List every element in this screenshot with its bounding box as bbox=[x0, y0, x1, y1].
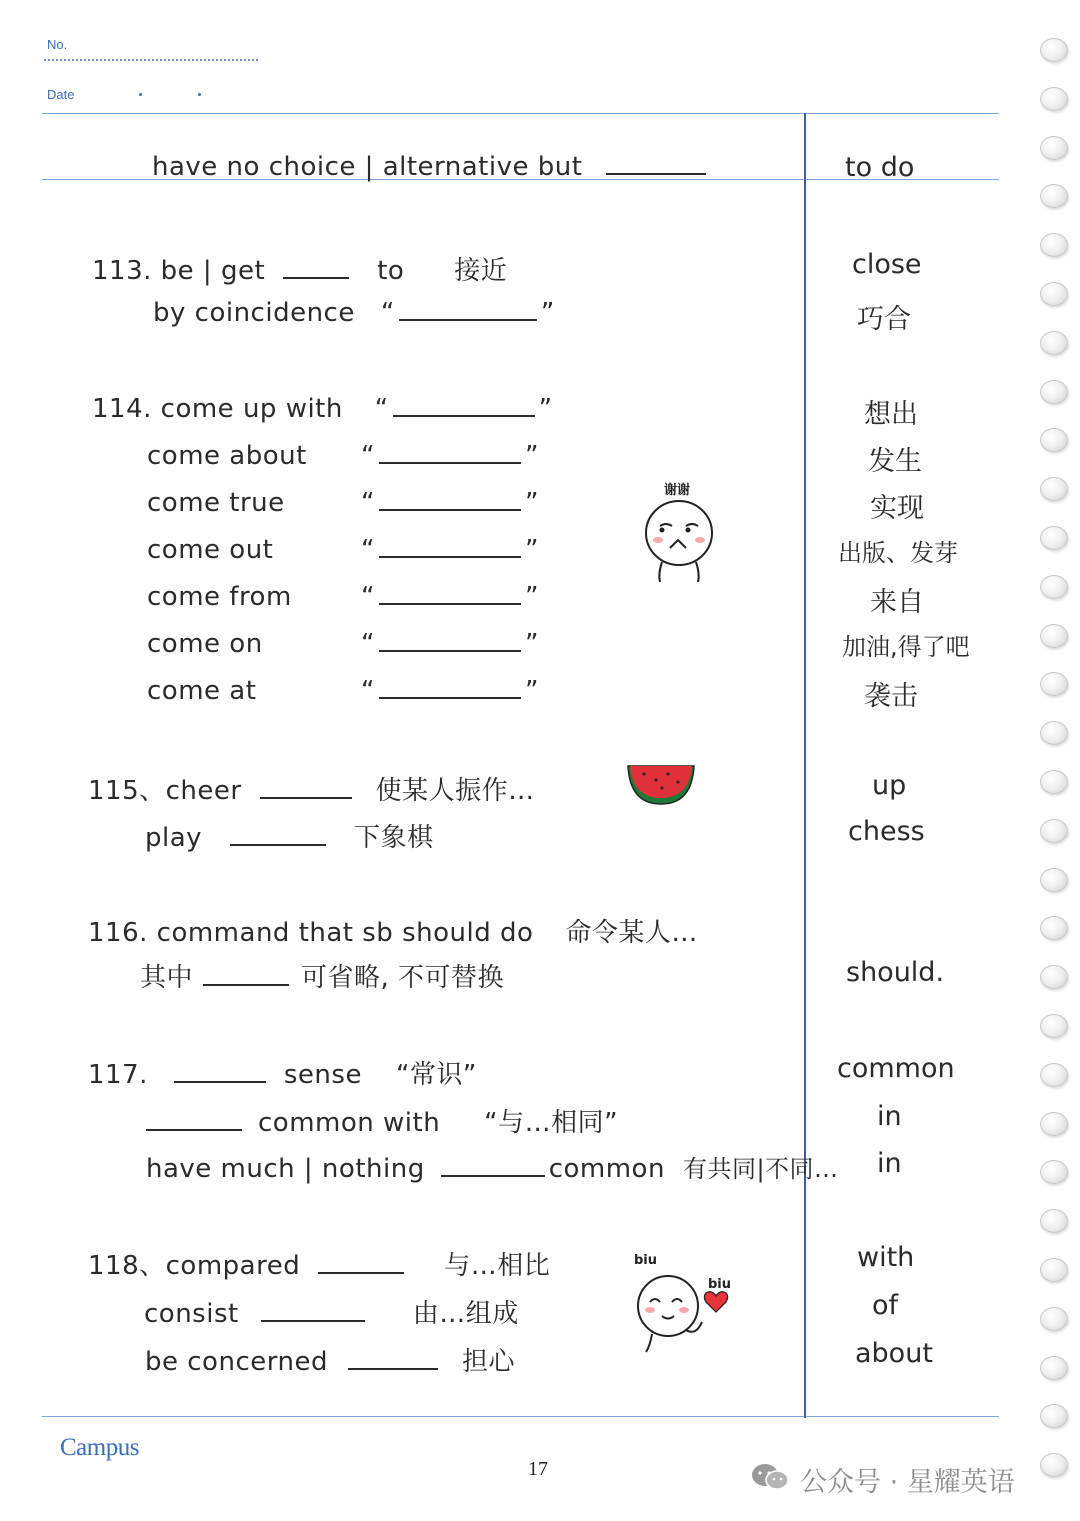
binding-ring bbox=[1040, 1112, 1068, 1136]
binding-ring bbox=[1040, 380, 1068, 404]
item-118-line-1: 118、compared 与…相比 bbox=[88, 1251, 551, 1281]
item-114-line bbox=[147, 676, 539, 706]
item-114-line bbox=[147, 441, 539, 471]
biu-face-sticker bbox=[628, 1246, 738, 1358]
open-quote: “ bbox=[361, 441, 375, 471]
phrase: come up with bbox=[160, 394, 343, 424]
item-114-answer: 实现 bbox=[870, 493, 924, 524]
open-quote: “ bbox=[361, 535, 375, 565]
item-115-line-2: play 下象棋 bbox=[145, 823, 434, 853]
fill-blank bbox=[379, 444, 521, 464]
thanks-face-sticker bbox=[638, 478, 720, 588]
binding-ring bbox=[1040, 1258, 1068, 1282]
binding-ring bbox=[1040, 916, 1068, 940]
binding-ring bbox=[1040, 1209, 1068, 1233]
phrase: come from bbox=[147, 582, 292, 612]
binding-ring bbox=[1040, 184, 1068, 208]
item-114-line bbox=[147, 629, 539, 659]
fill-blank bbox=[393, 397, 535, 417]
binding-ring bbox=[1040, 672, 1068, 696]
close-quote: ” bbox=[524, 488, 539, 518]
phrase: come at bbox=[147, 676, 257, 706]
binding-ring bbox=[1040, 868, 1068, 892]
open-quote: “ bbox=[374, 394, 389, 424]
binding-ring bbox=[1040, 526, 1068, 550]
binding-ring bbox=[1040, 575, 1068, 599]
binding-ring bbox=[1040, 1307, 1068, 1331]
binding-ring bbox=[1040, 38, 1068, 62]
answer-close: close bbox=[852, 249, 922, 280]
binding-ring bbox=[1040, 770, 1068, 794]
campus-brand-logo: Campus bbox=[60, 1434, 139, 1461]
answer-up: up bbox=[872, 770, 907, 801]
answer-should: should. bbox=[846, 957, 945, 988]
item-115-line-1: 115、cheer 使某人振作… bbox=[88, 776, 535, 806]
phrase: come true bbox=[147, 488, 285, 518]
item-114-answer: 加油,得了吧 bbox=[842, 633, 970, 661]
binding-ring bbox=[1040, 1356, 1068, 1380]
close-quote: ” bbox=[524, 629, 539, 659]
binding-ring bbox=[1040, 1404, 1068, 1428]
binding-ring bbox=[1040, 87, 1068, 111]
answer-common: common bbox=[837, 1053, 955, 1084]
close-quote: ” bbox=[524, 441, 539, 471]
close-quote: ” bbox=[524, 676, 539, 706]
answer-about: about bbox=[855, 1338, 933, 1369]
fill-blank bbox=[379, 585, 521, 605]
watermark-text: 公众号 · 星耀英语 bbox=[800, 1467, 1015, 1498]
binding-ring bbox=[1040, 136, 1068, 160]
open-quote: “ bbox=[361, 488, 375, 518]
item-113-line-1: 113. be | get to 接近 bbox=[92, 256, 508, 286]
item-117-line-1: 117. sense “常识” bbox=[88, 1060, 477, 1090]
answer-of: of bbox=[872, 1290, 899, 1321]
open-quote: “ bbox=[361, 582, 375, 612]
fill-blank bbox=[379, 538, 521, 558]
binding-ring bbox=[1040, 1063, 1068, 1087]
binding-ring bbox=[1040, 1014, 1068, 1038]
answer-column-divider bbox=[804, 113, 806, 1418]
item-114-answer: 发生 bbox=[868, 446, 922, 477]
item-118-line-3: be concerned 担心 bbox=[145, 1347, 515, 1377]
item-114-answer: 想出 bbox=[864, 399, 918, 430]
biu-text-2: biu bbox=[708, 1277, 732, 1292]
answer-with: with bbox=[857, 1242, 915, 1273]
item-number: 114. bbox=[92, 394, 161, 424]
fill-blank bbox=[379, 679, 521, 699]
item-113-line-2: by coincidence “ ” bbox=[153, 298, 555, 328]
binding-ring bbox=[1040, 282, 1068, 306]
phrase-have-no-choice: have no choice | alternative but bbox=[152, 152, 710, 182]
item-114-answer: 来自 bbox=[870, 587, 924, 618]
fill-blank bbox=[379, 632, 521, 652]
thanks-sticker-text: 谢谢 bbox=[664, 483, 691, 498]
binding-ring bbox=[1040, 965, 1068, 989]
no-dotted-line bbox=[44, 59, 258, 61]
item-117-line-2: common with “与…相同” bbox=[146, 1102, 618, 1139]
page-number: 17 bbox=[528, 1458, 548, 1480]
date-label: Date bbox=[47, 87, 75, 102]
close-quote: ” bbox=[524, 582, 539, 612]
binding-ring bbox=[1040, 624, 1068, 648]
binding-ring bbox=[1040, 1453, 1068, 1477]
answer-coincidence: 巧合 bbox=[857, 304, 911, 335]
binding-ring bbox=[1040, 428, 1068, 452]
binding-ring bbox=[1040, 233, 1068, 257]
open-quote: “ bbox=[361, 629, 375, 659]
date-dot bbox=[198, 93, 201, 96]
close-quote: ” bbox=[538, 394, 553, 424]
item-114-line bbox=[92, 394, 553, 424]
binding-ring bbox=[1040, 819, 1068, 843]
phrase: come about bbox=[147, 441, 307, 471]
item-118-line-2: consist 由…组成 bbox=[144, 1299, 519, 1329]
item-116-line-1: 116. command that sb should do 命令某人… bbox=[88, 918, 698, 948]
biu-text-1: biu bbox=[634, 1253, 658, 1268]
no-label: No. bbox=[47, 37, 68, 52]
watermelon-sticker bbox=[624, 760, 698, 810]
binding-ring bbox=[1040, 331, 1068, 355]
phrase: come out bbox=[147, 535, 274, 565]
answer-chess: chess bbox=[848, 816, 925, 847]
item-114-answer: 出版、发芽 bbox=[838, 539, 958, 567]
phrase: come on bbox=[147, 629, 263, 659]
item-114-line bbox=[147, 488, 539, 518]
answer-in-1: in bbox=[877, 1101, 902, 1132]
binding-ring bbox=[1040, 1160, 1068, 1184]
date-dot bbox=[139, 93, 142, 96]
item-114-line bbox=[147, 582, 539, 612]
open-quote: “ bbox=[361, 676, 375, 706]
item-114-line bbox=[147, 535, 539, 565]
item-114-answer: 袭击 bbox=[864, 681, 918, 712]
item-117-line-3: have much | nothing common 有共同|不同… bbox=[146, 1154, 839, 1184]
binding-ring bbox=[1040, 477, 1068, 501]
close-quote: ” bbox=[524, 535, 539, 565]
answer-to-do: to do bbox=[845, 152, 915, 183]
wechat-icon bbox=[750, 1462, 790, 1492]
fill-blank bbox=[379, 491, 521, 511]
binding-ring bbox=[1040, 721, 1068, 745]
bottom-rule bbox=[42, 1416, 999, 1417]
top-rule bbox=[42, 113, 999, 114]
answer-in-2: in bbox=[877, 1148, 902, 1179]
item-116-line-2: 其中 可省略, 不可替换 bbox=[140, 963, 505, 993]
